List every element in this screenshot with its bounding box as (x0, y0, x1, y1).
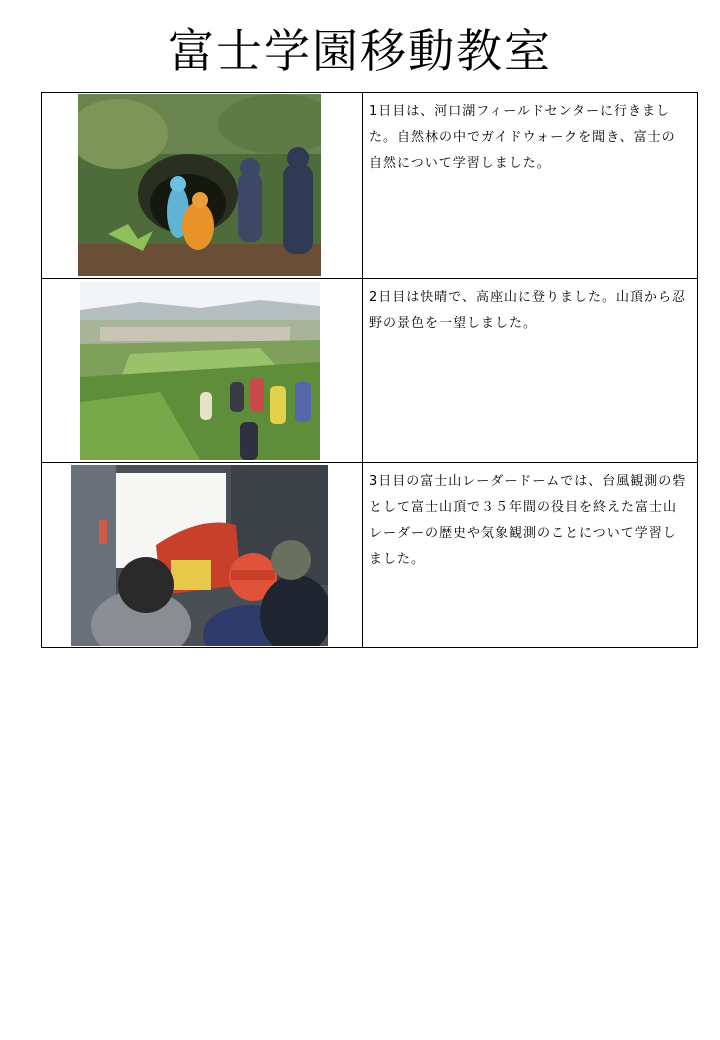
page-title: 富士学園移動教室 (168, 24, 552, 78)
photo-cell (42, 93, 363, 279)
cave-photo (78, 94, 321, 276)
table-row (42, 93, 698, 279)
text-cell: 3日目の富士山レーダードームでは、台風観測の砦として富士山頂で３５年間の役目を終えた富士山レーダーの歴史や気象観測のことについて学習しました。 (363, 463, 698, 648)
table-row (42, 463, 698, 648)
mountain-view-photo (80, 282, 320, 460)
report-table (41, 92, 698, 648)
photo-cell (42, 463, 363, 648)
text-cell: 2日目は快晴で、高座山に登りました。山頂から忍野の景色を一望しました。 (363, 279, 698, 463)
text-cell: 1日目は、河口湖フィールドセンターに行きました。自然林の中でガイドウォークを聞き、富士の自然について学習しました。 (363, 93, 698, 279)
photo-cell (42, 279, 363, 463)
table-row (42, 279, 698, 463)
radar-dome-photo (71, 465, 328, 646)
